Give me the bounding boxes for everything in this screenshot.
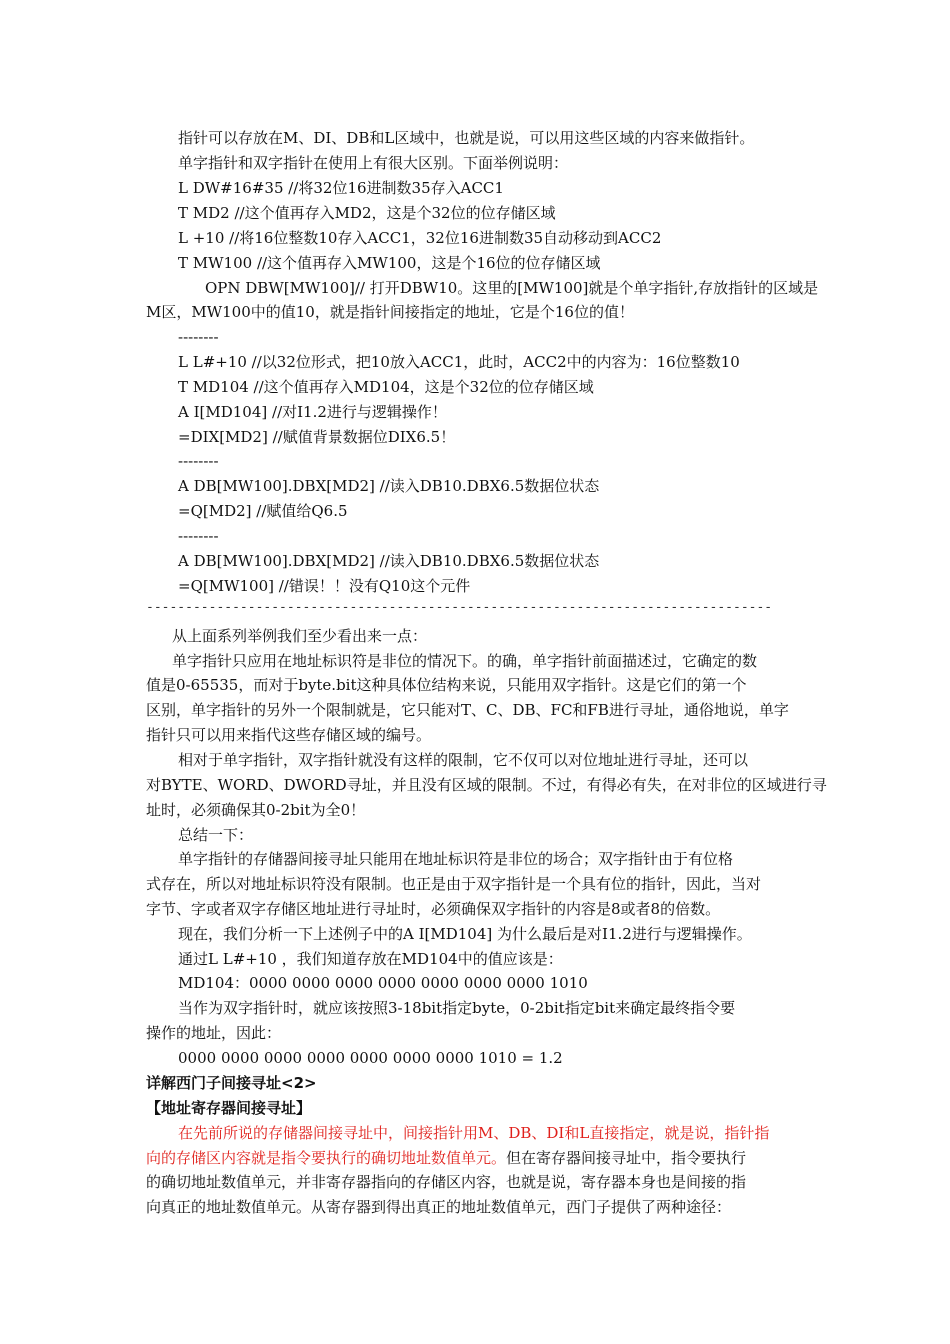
code-line: T MD104 //这个值再存入MD104，这是个32位的位存储区域 xyxy=(178,378,594,396)
para-line-mixed xyxy=(146,1148,746,1168)
divider-line: -------------------------------------------------------------------------------- xyxy=(146,600,773,615)
para-line: 向真正的地址数值单元。从寄存器到得出真正的地址数值单元，西门子提供了两种途径： xyxy=(146,1198,732,1216)
para-line: 式存在，所以对地址标识符没有限制。也正是由于双字指针是一个具有位的指针，因此，当对 xyxy=(146,875,762,893)
code-line: M区，MW100中的值10，就是指针间接指定的地址，它是个16位的值！ xyxy=(146,303,634,321)
code-line: T MW100 //这个值再存入MW100，这是个16位的位存储区域 xyxy=(178,254,601,272)
code-line: A DB[MW100].DBX[MD2] //读入DB10.DBX6.5数据位状态 xyxy=(178,477,600,495)
para-line: 址时，必须确保其0-2bit为全0！ xyxy=(146,801,366,819)
para-line: 字节、字或者双字存储区地址进行寻址时，必须确保双字指针的内容是8或者8的倍数。 xyxy=(146,900,721,918)
subsection-heading: 【地址寄存器间接寻址】 xyxy=(146,1099,312,1117)
para-line: 指针只可以用来指代这些存储区域的编号。 xyxy=(146,726,432,744)
para-line: 的确切地址数值单元，并非寄存器指向的存储区内容，也就是说，寄存器本身也是间接的指 xyxy=(146,1173,747,1191)
code-line: L L#+10 //以32位形式，把10放入ACC1，此时，ACC2中的内容为：16位整数10 xyxy=(178,353,740,371)
para-line: 区别，单字指针的另外一个限制就是，它只能对T、C、DB、FC和FB进行寻址，通俗地说，单字 xyxy=(146,701,789,719)
code-line: OPN DBW[MW100]// 打开DBW10。这里的[MW100]就是个单字指针,存放指针的区域是 xyxy=(205,279,819,297)
para-line: 单字指针的存储器间接寻址只能用在地址标识符是非位的场合；双字指针由于有位格 xyxy=(178,850,734,868)
para-line: 对BYTE、WORD、DWORD寻址，并且没有区域的限制。不过，有得必有失，在对非位的区域进行寻 xyxy=(146,776,827,794)
code-line: T MD2 //这个值再存入MD2，这是个32位的位存储区域 xyxy=(178,204,556,222)
code-line: MD104：0000 0000 0000 0000 0000 0000 0000 1010 xyxy=(178,974,588,992)
code-line: =Q[MW100] //错误！！没有Q10这个元件 xyxy=(178,577,471,595)
para-line: 总结一下： xyxy=(178,826,254,844)
para-line: 通过L L#+10 ，我们知道存放在MD104中的值应该是： xyxy=(178,950,563,968)
para-line: 操作的地址，因此： xyxy=(146,1024,282,1042)
para-line: 单字指针和双字指针在使用上有很大区别。下面举例说明： xyxy=(178,154,569,172)
para-line: 当作为双字指针时，就应该按照3-18bit指定byte，0-2bit指定bit来确定最终指令要 xyxy=(178,999,736,1017)
separator-line: -------- xyxy=(178,527,219,545)
code-line: L DW#16#35 //将32位16进制数35存入ACC1 xyxy=(178,179,504,197)
code-line: A I[MD104] //对I1.2进行与逻辑操作！ xyxy=(178,403,447,421)
para-text: 但在寄存器间接寻址中，指令要执行 xyxy=(506,1149,747,1167)
separator-line: -------- xyxy=(178,328,219,346)
para-line: 从上面系列举例我们至少看出来一点： xyxy=(172,627,428,645)
separator-line: -------- xyxy=(178,452,219,470)
para-line: 指针可以存放在M、DI、DB和L区域中，也就是说，可以用这些区域的内容来做指针。 xyxy=(178,129,755,147)
para-line: 相对于单字指针，双字指针就没有这样的限制，它不仅可以对位地址进行寻址，还可以 xyxy=(178,751,749,769)
para-line: 单字指针只应用在地址标识符是非位的情况下。的确，单字指针前面描述过，它确定的数 xyxy=(172,652,758,670)
para-line-highlight: 在先前所说的存储器间接寻址中，间接指针用M、DB、DI和L直接指定，就是说，指针指 xyxy=(178,1124,770,1142)
code-line: =DIX[MD2] //赋值背景数据位DIX6.5！ xyxy=(178,428,456,446)
code-line: =Q[MD2] //赋值给Q6.5 xyxy=(178,502,348,520)
para-line: 现在，我们分析一下上述例子中的A I[MD104] 为什么最后是对I1.2进行与逻辑操作。 xyxy=(178,925,752,943)
code-line: 0000 0000 0000 0000 0000 0000 0000 1010 = 1.2 xyxy=(178,1049,563,1067)
section-heading: 详解西门子间接寻址<2> xyxy=(146,1074,317,1092)
code-line: A DB[MW100].DBX[MD2] //读入DB10.DBX6.5数据位状态 xyxy=(178,552,600,570)
highlight-text: 向的存储区内容就是指令要执行的确切地址数值单元。 xyxy=(146,1149,507,1167)
para-line: 值是0-65535，而对于byte.bit这种具体位结构来说，只能用双字指针。这是它们的第一个 xyxy=(146,676,747,694)
code-line: L +10 //将16位整数10存入ACC1，32位16进制数35自动移动到ACC2 xyxy=(178,229,662,247)
